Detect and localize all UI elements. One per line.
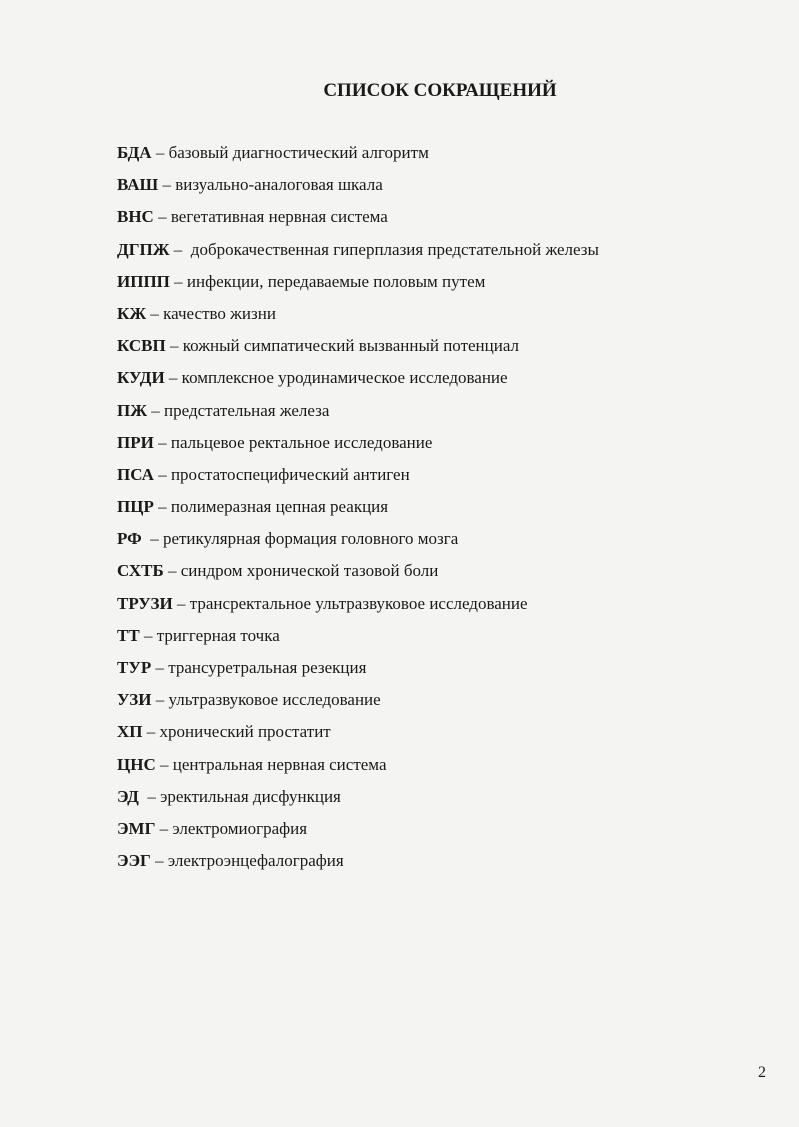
abbreviation-entry bbox=[117, 206, 599, 238]
separator-dash: – bbox=[158, 175, 176, 195]
abbreviation-definition: доброкачественная гиперплазия предстательной железы bbox=[186, 239, 599, 259]
abbreviation-definition: полимеразная цепная реакция bbox=[170, 497, 389, 517]
abbreviation-entry bbox=[117, 657, 599, 689]
abbreviation-definition: визуально-аналоговая шкала bbox=[175, 175, 383, 195]
separator-dash: – bbox=[151, 143, 169, 162]
abbreviation-term: ВАШ bbox=[117, 175, 159, 195]
abbreviation-term: ЦНС bbox=[117, 754, 156, 774]
abbreviation-entry bbox=[117, 593, 599, 625]
abbreviation-entry bbox=[117, 818, 599, 850]
abbreviation-entry bbox=[117, 560, 599, 592]
abbreviation-definition: хронический простатит bbox=[159, 722, 331, 742]
separator-dash: – bbox=[153, 432, 171, 452]
abbreviation-definition: простатоспецифический антиген bbox=[170, 464, 410, 484]
separator-dash: – bbox=[150, 851, 168, 871]
separator-dash: – bbox=[153, 464, 171, 484]
separator-dash: – bbox=[146, 303, 164, 323]
separator-dash: – bbox=[155, 818, 173, 838]
abbreviation-definition: трансуретральная резекция bbox=[168, 658, 367, 677]
separator-dash: – bbox=[163, 561, 181, 581]
page-number: 2 bbox=[758, 1064, 766, 1081]
abbreviation-definition: трансректальное ультразвуковое исследование bbox=[189, 593, 528, 613]
abbreviation-definition: триггерная точка bbox=[156, 625, 280, 645]
abbreviation-term: ТУР bbox=[117, 658, 152, 677]
abbreviation-term: КЖ bbox=[117, 303, 147, 323]
abbreviation-term: ВНС bbox=[117, 207, 154, 227]
abbreviation-definition: пальцевое ректальное исследование bbox=[170, 432, 433, 452]
abbreviation-list bbox=[117, 142, 599, 882]
separator-dash: – bbox=[139, 625, 157, 645]
abbreviation-definition: инфекции, передаваемые половым путем bbox=[186, 271, 486, 291]
abbreviation-term: ИППП bbox=[117, 271, 170, 291]
abbreviation-definition: вегетативная нервная система bbox=[170, 207, 388, 227]
abbreviation-definition: качество жизни bbox=[163, 303, 276, 323]
abbreviation-entry bbox=[117, 850, 599, 882]
separator-dash: – bbox=[151, 658, 169, 677]
separator-dash: – bbox=[145, 529, 163, 549]
separator-dash: – bbox=[172, 593, 190, 613]
abbreviation-entry bbox=[117, 400, 599, 432]
abbreviation-term: КУДИ bbox=[117, 368, 165, 388]
abbreviation-entry bbox=[117, 786, 599, 818]
abbreviation-definition: ретикулярная формация головного мозга bbox=[162, 529, 459, 549]
abbreviation-definition: предстательная железа bbox=[164, 400, 330, 420]
abbreviation-term: ДГПЖ bbox=[117, 239, 170, 259]
abbreviation-entry bbox=[117, 496, 599, 528]
abbreviation-term: ПСА bbox=[117, 464, 154, 484]
abbreviation-definition: центральная нервная система bbox=[172, 754, 387, 774]
separator-dash: – bbox=[164, 368, 182, 388]
abbreviation-definition: комплексное уродинамическое исследование bbox=[181, 368, 508, 388]
separator-dash: – bbox=[169, 271, 187, 291]
separator-dash: – bbox=[169, 239, 187, 259]
abbreviation-definition: кожный симпатический вызванный потенциал bbox=[182, 336, 520, 356]
abbreviation-term: ТРУЗИ bbox=[117, 593, 173, 613]
abbreviation-entry bbox=[117, 689, 599, 721]
abbreviation-entry bbox=[117, 528, 599, 560]
abbreviation-term: ТТ bbox=[117, 625, 140, 645]
abbreviation-entry bbox=[117, 174, 599, 206]
abbreviation-term: СХТБ bbox=[117, 561, 164, 581]
abbreviation-term: РФ bbox=[117, 529, 146, 549]
separator-dash: – bbox=[155, 754, 173, 774]
abbreviation-entry bbox=[117, 721, 599, 753]
abbreviation-term: ПЦР bbox=[117, 497, 154, 517]
abbreviation-entry bbox=[117, 625, 599, 657]
abbreviation-entry bbox=[117, 464, 599, 496]
abbreviation-term: ПРИ bbox=[117, 432, 154, 452]
abbreviation-definition: синдром хронической тазовой боли bbox=[180, 561, 439, 581]
separator-dash: – bbox=[153, 497, 171, 517]
separator-dash: – bbox=[142, 722, 160, 742]
abbreviation-entry bbox=[117, 142, 599, 174]
separator-dash: – bbox=[153, 207, 171, 227]
abbreviation-term: ЭМГ bbox=[117, 818, 156, 838]
abbreviation-definition: электроэнцефалография bbox=[167, 851, 344, 871]
page-title: СПИСОК СОКРАЩЕНИЙ bbox=[323, 80, 557, 101]
separator-dash: – bbox=[143, 786, 161, 806]
separator-dash: – bbox=[151, 690, 169, 710]
abbreviation-entry bbox=[117, 367, 599, 399]
abbreviation-entry bbox=[117, 754, 599, 786]
separator-dash: – bbox=[147, 400, 165, 420]
abbreviation-term: ЭЭГ bbox=[117, 851, 151, 871]
abbreviation-entry bbox=[117, 271, 599, 303]
abbreviation-term: БДА bbox=[117, 143, 152, 162]
separator-dash: – bbox=[165, 336, 183, 356]
abbreviation-term: ПЖ bbox=[117, 400, 148, 420]
abbreviation-definition: электромиография bbox=[172, 818, 308, 838]
abbreviation-entry bbox=[117, 239, 599, 271]
abbreviation-entry bbox=[117, 335, 599, 367]
abbreviation-entry bbox=[117, 303, 599, 335]
abbreviation-definition: эректильная дисфункция bbox=[160, 786, 341, 806]
abbreviation-entry bbox=[117, 432, 599, 464]
abbreviation-term: ЭД bbox=[117, 786, 144, 806]
abbreviation-term: КСВП bbox=[117, 336, 166, 356]
abbreviation-term: УЗИ bbox=[117, 690, 152, 710]
abbreviation-definition: базовый диагностический алгоритм bbox=[168, 143, 429, 162]
abbreviation-definition: ультразвуковое исследование bbox=[168, 690, 381, 710]
abbreviation-term: ХП bbox=[117, 722, 143, 742]
